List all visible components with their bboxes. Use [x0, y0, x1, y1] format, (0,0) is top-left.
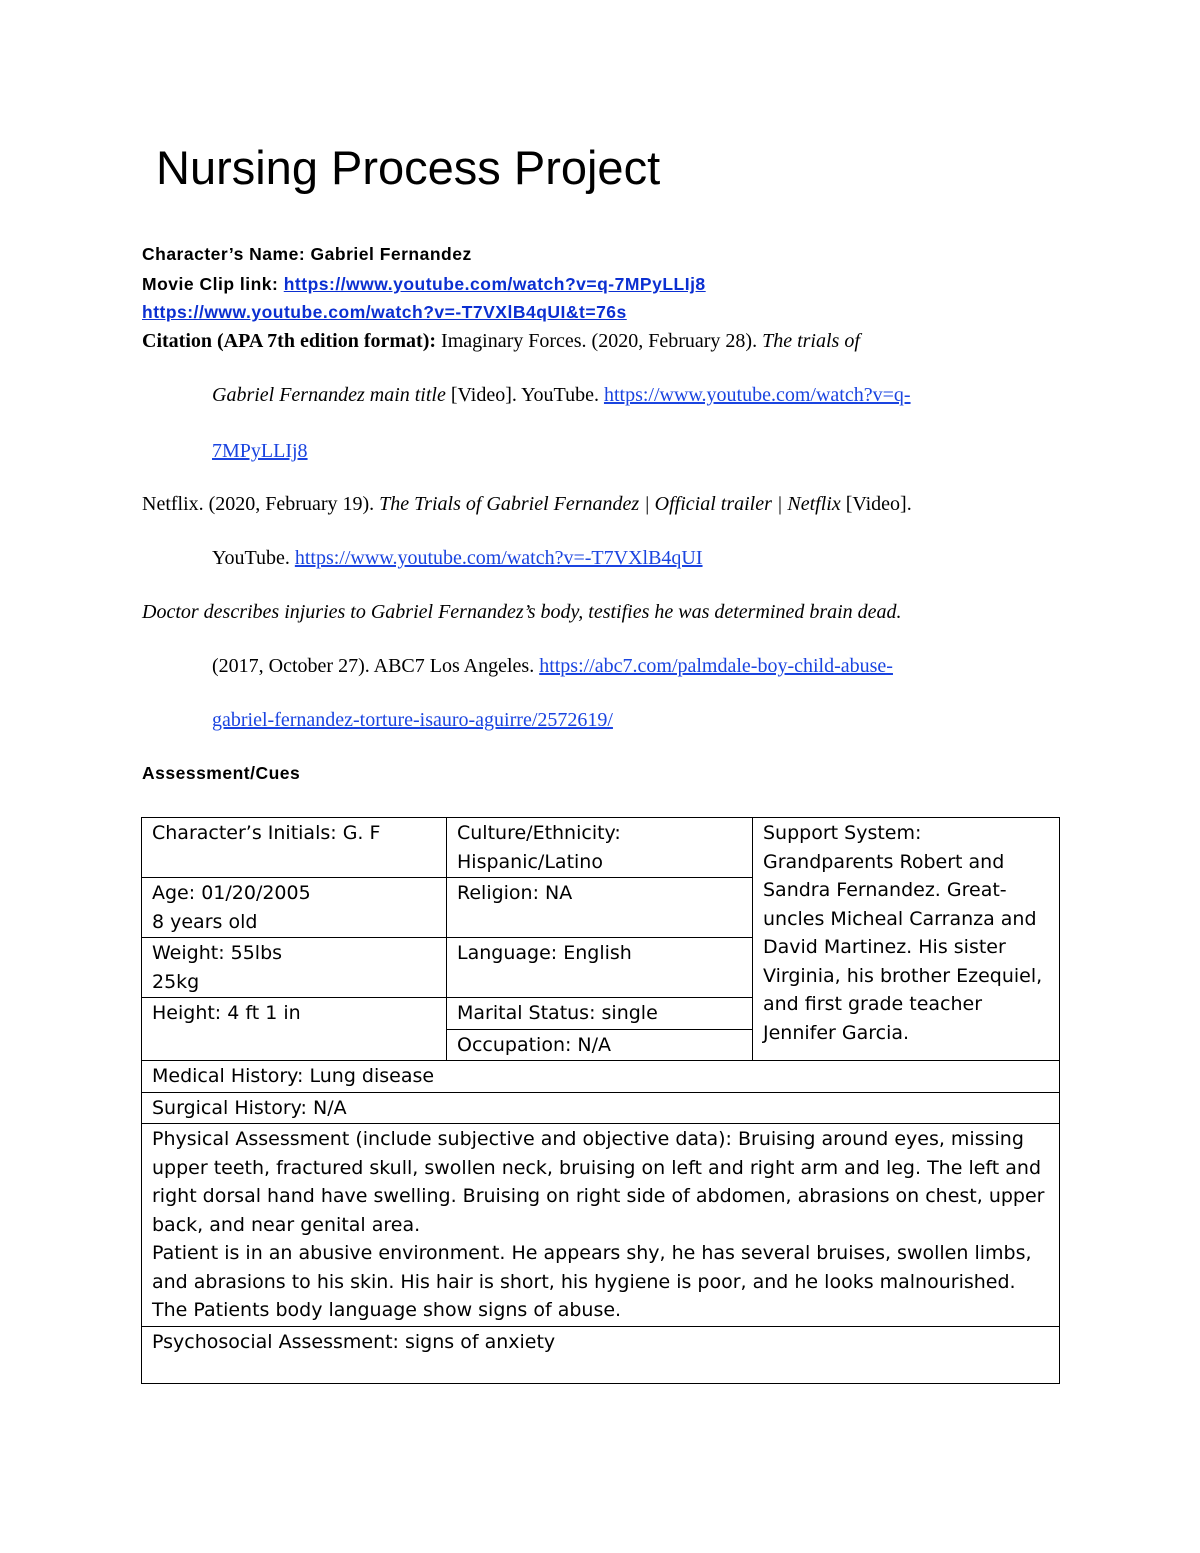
citation-line-3 — [212, 440, 308, 463]
citation-2-url[interactable]: https://www.youtube.com/watch?v=-T7VXlB4qUI — [294, 547, 703, 569]
citation-2-author: Netflix. (2020, February 19). — [142, 493, 375, 515]
support-line: Grandparents Robert and — [763, 850, 1005, 873]
citation-line-5 — [212, 547, 703, 570]
character-name-label: Character’s Name: — [142, 244, 306, 264]
medical-history-text: Medical History: Lung disease — [152, 1065, 435, 1087]
citation-label: Citation (APA 7th edition format): — [142, 330, 437, 352]
psychosocial-assessment-cell — [142, 1326, 1060, 1383]
age-label: Age: 01/20/2005 — [152, 882, 311, 904]
initials-text: Character’s Initials: G. F — [152, 822, 381, 844]
medical-history-cell — [142, 1061, 1060, 1093]
citation-1-title-part-a: The trials of — [762, 330, 860, 352]
support-line: and first grade teacher — [763, 993, 983, 1015]
movie-clip-link-2-line — [142, 302, 627, 323]
physical-assessment-line: Physical Assessment (include subjective and objective data): Bruising around eyes, missing — [152, 1128, 1024, 1150]
height-text: Height: 4 ft 1 in — [152, 1002, 301, 1024]
citation-line-6 — [142, 601, 902, 624]
movie-clip-label: Movie Clip link: — [142, 274, 279, 294]
support-line: uncles Micheal Carranza and — [763, 907, 1037, 930]
age-cell — [142, 878, 447, 938]
support-line: Jennifer Garcia. — [763, 1021, 910, 1044]
surgical-history-text: Surgical History: N/A — [152, 1096, 347, 1119]
citation-2-site: YouTube. — [212, 547, 290, 569]
physical-assessment-line: right dorsal hand have swelling. Bruising on right side of abdomen, abrasions on chest, upper — [152, 1185, 1045, 1207]
assessment-heading: Assessment/Cues — [142, 763, 301, 783]
occupation-cell — [447, 1029, 753, 1061]
table-row — [142, 1092, 1060, 1124]
culture-value: Hispanic/Latino — [457, 850, 603, 873]
character-name-value: Gabriel Fernandez — [310, 244, 472, 264]
weight-value: 25kg — [152, 970, 200, 993]
citation-line-1 — [142, 330, 860, 353]
support-line: Virginia, his brother Ezequiel, — [763, 964, 1043, 987]
citation-3-url-part-b[interactable]: gabriel-fernandez-torture-isauro-aguirre/2572619/ — [212, 709, 613, 731]
marital-text: Marital Status: single — [457, 1002, 658, 1024]
support-system-cell — [753, 818, 1060, 1061]
height-cell — [142, 998, 447, 1061]
character-name-line — [142, 244, 472, 265]
citation-1-author: Imaginary Forces. (2020, February 28). — [441, 330, 758, 352]
culture-label: Culture/Ethnicity: — [457, 822, 621, 844]
weight-cell — [142, 938, 447, 998]
citation-2-title: The Trials of Gabriel Fernandez | Official trailer | Netflix — [379, 493, 841, 515]
initials-cell — [142, 818, 447, 878]
physical-assessment-line: upper teeth, fractured skull, swollen neck, bruising on left and right arm and leg. The left and — [152, 1156, 1042, 1179]
citation-1-url-part-b[interactable]: 7MPyLLIj8 — [212, 440, 308, 462]
physical-assessment-line: Patient is in an abusive environment. He appears shy, he has several bruises, swollen limbs, — [152, 1242, 1032, 1264]
movie-clip-link-2[interactable]: https://www.youtube.com/watch?v=-T7VXlB4qUI&t=76s — [142, 302, 627, 322]
occupation-text: Occupation: N/A — [457, 1033, 612, 1056]
language-text: Language: English — [457, 942, 632, 964]
culture-cell — [447, 818, 753, 878]
page-title: Nursing Process Project — [156, 141, 661, 194]
psychosocial-assessment-text: Psychosocial Assessment: signs of anxiety — [152, 1330, 556, 1353]
citation-line-2 — [212, 384, 911, 407]
movie-clip-link-1[interactable]: https://www.youtube.com/watch?v=q-7MPyLLIj8 — [283, 274, 706, 294]
religion-cell — [447, 878, 753, 938]
age-value: 8 years old — [152, 910, 258, 933]
citation-3-date: (2017, October 27). ABC7 Los Angeles. — [212, 655, 535, 677]
table-row — [142, 1061, 1060, 1093]
surgical-history-cell — [142, 1092, 1060, 1124]
citation-3-url-part-a[interactable]: https://abc7.com/palmdale-boy-child-abuse- — [539, 655, 893, 677]
support-line: Sandra Fernandez. Great- — [763, 879, 1007, 901]
citation-3-title: Doctor describes injuries to Gabriel Fernandez’s body, testifies he was determined brain dead. — [142, 601, 902, 623]
marital-cell — [447, 998, 753, 1030]
assessment-table — [141, 817, 1060, 1384]
table-row — [142, 1124, 1060, 1327]
citation-1-title-part-b: Gabriel Fernandez main title — [212, 384, 446, 406]
support-line: David Martinez. His sister — [763, 936, 1006, 958]
table-row — [142, 818, 1060, 878]
citation-2-medium: [Video]. — [845, 493, 912, 515]
physical-assessment-line: and abrasions to his skin. His hair is short, his hygiene is poor, and he looks malnourished. — [152, 1270, 1016, 1293]
physical-assessment-line: The Patients body language show signs of abuse. — [152, 1299, 622, 1321]
weight-label: Weight: 55lbs — [152, 942, 283, 964]
citation-1-medium: [Video]. YouTube. — [450, 384, 599, 406]
movie-clip-line — [142, 274, 706, 295]
table-row — [142, 1326, 1060, 1383]
citation-line-4 — [142, 493, 912, 516]
physical-assessment-cell — [142, 1124, 1060, 1327]
support-line: Support System: — [763, 822, 922, 844]
citation-line-8 — [212, 709, 613, 732]
language-cell — [447, 938, 753, 998]
citation-line-7 — [212, 655, 893, 678]
physical-assessment-line: back, and near genital area. — [152, 1213, 421, 1236]
religion-text: Religion: NA — [457, 882, 573, 904]
citation-1-url-part-a[interactable]: https://www.youtube.com/watch?v=q- — [603, 384, 911, 406]
